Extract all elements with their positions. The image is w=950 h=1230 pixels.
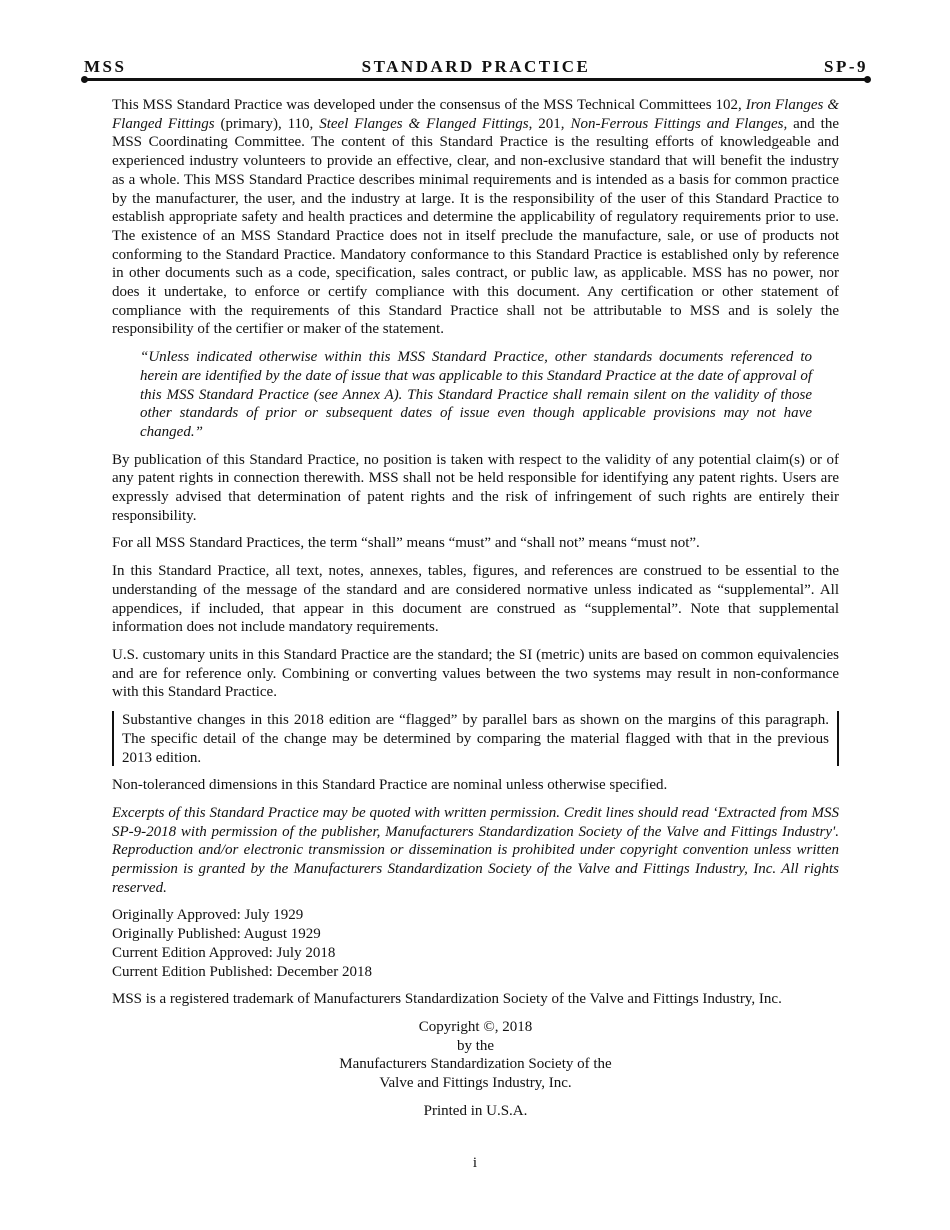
copyright-line: by the bbox=[456, 1037, 495, 1054]
header-title: STANDARD PRACTICE bbox=[361, 57, 591, 76]
approval-line: Current Edition Approved: July 2018 bbox=[112, 944, 336, 961]
header-org: MSS bbox=[84, 57, 127, 76]
page-number: i bbox=[472, 1155, 478, 1171]
intro-text-2: (primary), 110, bbox=[214, 115, 320, 132]
committee-102: Iron Flanges & Flanged Fittings bbox=[112, 97, 839, 132]
page-body bbox=[112, 96, 839, 1120]
intro-text-1: This MSS Standard Practice was developed under the consensus of the MSS Technical Committees 102, bbox=[112, 97, 746, 113]
intro-text-4: and the MSS Coordinating Committee. The content of this Standard Practice is the resulting efforts of knowledgeable and experienced industry volunteers to provide an effective, clear, and non-exclusive standard that will benefit the industry as a whole. This MSS Standard Practice describes minimal requirements and is intended as a basis for common practice by the manufacturer, the user, and the industry at large. It is the responsibility of the user of this Standard Practice to establish appropriate safety and health practices and determine the applicability of regulatory requirements prior to use. The existence of an MSS Standard Practice does not in itself preclude the manufacture, sale, or use of products not conforming to the Standard Practice. Mandatory conformance to this Standard Practice is established only by reference in other documents such as a code, specification, sales contract, or public law, as applicable. MSS has no power, nor does it undertake, to enforce or certify compliance with this document. Any certification or other statement of compliance with the requirements of this Standard Practice shall not be attributable to MSS and is solely the responsibility of the certifier or maker of the statement. bbox=[112, 115, 839, 338]
patent-paragraph: By publication of this Standard Practice, no position is taken with respect to the validity of any potential claim(s) or of any patent rights in connection therewith. MSS shall not be held responsible for identifying any patent rights. Users are expressly advised that determination of patent rights and the risk of infringement of such rights are entirely their responsibility. bbox=[112, 451, 839, 524]
approval-line: Originally Published: August 1929 bbox=[112, 926, 321, 943]
intro-text-3: , 201, bbox=[528, 115, 571, 132]
copyright-line: Manufacturers Standardization Society of the bbox=[339, 1056, 612, 1073]
copyright-line: Copyright ©, 2018 bbox=[418, 1018, 533, 1035]
normative-paragraph: In this Standard Practice, all text, notes, annexes, tables, figures, and references are construed to be essential to the understanding of the message of the standard and are considered normative unless indicated as “supplemental”. All appendices, if included, that appear in this document are construed as “supplemental”. Note that supplemental information does not include mandatory requirements. bbox=[112, 563, 839, 636]
flagged-changes-paragraph: Substantive changes in this 2018 edition are “flagged” by parallel bars as shown on the margins of this paragraph. The specific detail of the change may be determined by comparing the material flagged with that in the previous 2013 edition. bbox=[112, 711, 839, 767]
approval-line: Current Edition Published: December 2018 bbox=[112, 963, 372, 980]
header-rule bbox=[84, 78, 868, 81]
printed-in: Printed in U.S.A. bbox=[423, 1102, 528, 1119]
trademark-notice: MSS is a registered trademark of Manufacturers Standardization Society of the Valve and Fittings Industry, Inc. bbox=[112, 991, 782, 1008]
shall-definition: For all MSS Standard Practices, the term “shall” means “must” and “shall not” means “must not”. bbox=[112, 535, 700, 552]
approval-line: Originally Approved: July 1929 bbox=[112, 907, 304, 924]
units-paragraph: U.S. customary units in this Standard Practice are the standard; the SI (metric) units are based on common equivalencies and are for reference only. Combining or converting values between the two systems may result in non-conformance with this Standard Practice. bbox=[112, 646, 839, 701]
dimensions-paragraph: Non-toleranced dimensions in this Standard Practice are nominal unless otherwise specified. bbox=[112, 777, 668, 794]
header-doc-id: SP-9 bbox=[824, 57, 868, 76]
copyright-block bbox=[112, 1018, 839, 1093]
excerpts-paragraph: Excerpts of this Standard Practice may be quoted with written permission. Credit lines should read ‘Extracted from MSS SP-9-2018 with permission of the publisher, Manufacturers Standardization Society of the Valve and Fittings Industry'. Reproduction and/or electronic transmission or dissemination is prohibited under copyright convention unless written permission is granted by the Manufacturers Standardization Society of the Valve and Fittings Industry, Inc. All rights reserved. bbox=[112, 804, 839, 896]
committee-110: Steel Flanges & Flanged Fittings bbox=[319, 115, 529, 132]
referenced-standards-quote: “Unless indicated otherwise within this MSS Standard Practice, other standards documents referenced to herein are identified by the date of issue that was applicable to this Standard Practice at the date of approval of this MSS Standard Practice (see Annex A). This Standard Practice shall remain silent on the validity of those other standards of prior or subsequent dates of issue even though applicable provisions may not have changed.” bbox=[140, 349, 812, 440]
copyright-line: Valve and Fittings Industry, Inc. bbox=[379, 1075, 572, 1092]
committee-201: Non-Ferrous Fittings and Flanges, bbox=[570, 115, 788, 132]
intro-paragraph bbox=[112, 96, 839, 339]
approval-dates bbox=[112, 906, 839, 981]
running-header bbox=[84, 57, 868, 79]
